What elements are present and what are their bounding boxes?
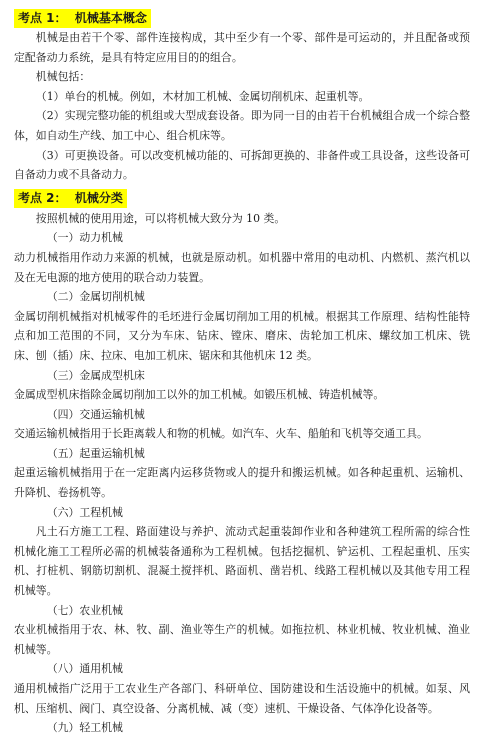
category-text-7: 农业机械指用于农、林、牧、副、渔业等生产的机械。如拖拉机、林业机械、牧业机械、渔业机械等。: [14, 623, 470, 656]
section1-heading-row: [14, 8, 470, 28]
section2-heading-row: [14, 189, 470, 209]
category-title-7: （七）农业机械: [46, 603, 123, 617]
category-text-2: 金属切削机械指对机械零件的毛坯进行金属切削加工用的机械。根据其工作原理、结构性能特点和加工范围的不同，又分为车床、钻床、镗床、磨床、齿轮加工机床、螺纹加工机床、铣床、刨（插）床、拉床、电加工机床、锯床和其他机床 12 类。: [14, 309, 470, 362]
section2-heading: 考点 2： 机械分类: [14, 189, 127, 208]
category-title-6: （六）工程机械: [46, 505, 123, 519]
category-title-4: （四）交通运输机械: [46, 407, 145, 421]
section1-heading: 考点 1： 机械基本概念: [14, 9, 151, 28]
category-title-3: （三）金属成型机床: [46, 368, 145, 382]
section1-definition: 机械是由若干个零、部件连接构成，其中至少有一个零、部件是可运动的，并且配备或预定配备动力系统，是具有特定应用目的的组合。: [14, 31, 470, 64]
category-title-9: （九）轻工机械: [46, 721, 123, 735]
category-title-2: （二）金属切削机械: [46, 290, 145, 304]
category-text-5: 起重运输机械指用于在一定距离内运移货物或人的提升和搬运机械。如各种起重机、运输机、升降机、卷扬机等。: [14, 466, 470, 500]
category-text-4: 交通运输机械指用于长距离载人和物的机械。如汽车、火车、船舶和飞机等交通工具。: [14, 427, 428, 441]
section1-item-3: （3）可更换设备。可以改变机械功能的、可拆卸更换的、非备件或工具设备，这些设备可自备动力或不具备动力。: [14, 148, 470, 182]
section2-intro: 按照机械的使用用途，可以将机械大致分为 10 类。: [35, 211, 286, 225]
category-text-6: 凡土石方施工工程、路面建设与养护、流动式起重装卸作业和各种建筑工程所需的综合性机械化施工工程所必需的机械装备通称为工程机械。包括挖掘机、铲运机、工程起重机、压实机、打桩机、钢筋切割机、混凝土搅拌机、路面机、凿岩机、线路工程机械以及其他专用工程机械等。: [14, 525, 470, 598]
category-text-3: 金属成型机床指除金属切削加工以外的加工机械。如锻压机械、铸造机械等。: [14, 388, 385, 402]
category-title-8: （八）通用机械: [46, 662, 123, 676]
section1-item-2: （2）实现完整功能的机组或大型成套设备。即为同一目的由若干台机械组合成一个综合整体，如自动生产线、加工中心、组合机床等。: [14, 109, 470, 142]
section1-item-1: （1）单台的机械。例如，木材加工机械、金属切削机床、起重机等。: [35, 89, 370, 103]
category-title-1: （一）动力机械: [46, 231, 123, 245]
section1-includes-label: 机械包括：: [35, 70, 91, 84]
category-text-8: 通用机械指广泛用于工农业生产各部门、科研单位、国防建设和生活设施中的机械。如泵、风机、压缩机、阀门、真空设备、分离机械、减（变）速机、干燥设备、气体净化设备等。: [14, 682, 470, 715]
category-title-5: （五）起重运输机械: [46, 446, 145, 460]
category-text-1: 动力机械指用作动力来源的机械，也就是原动机。如机器中常用的电动机、内燃机、蒸汽机以及在无电源的地方使用的联合动力装置。: [14, 250, 470, 284]
